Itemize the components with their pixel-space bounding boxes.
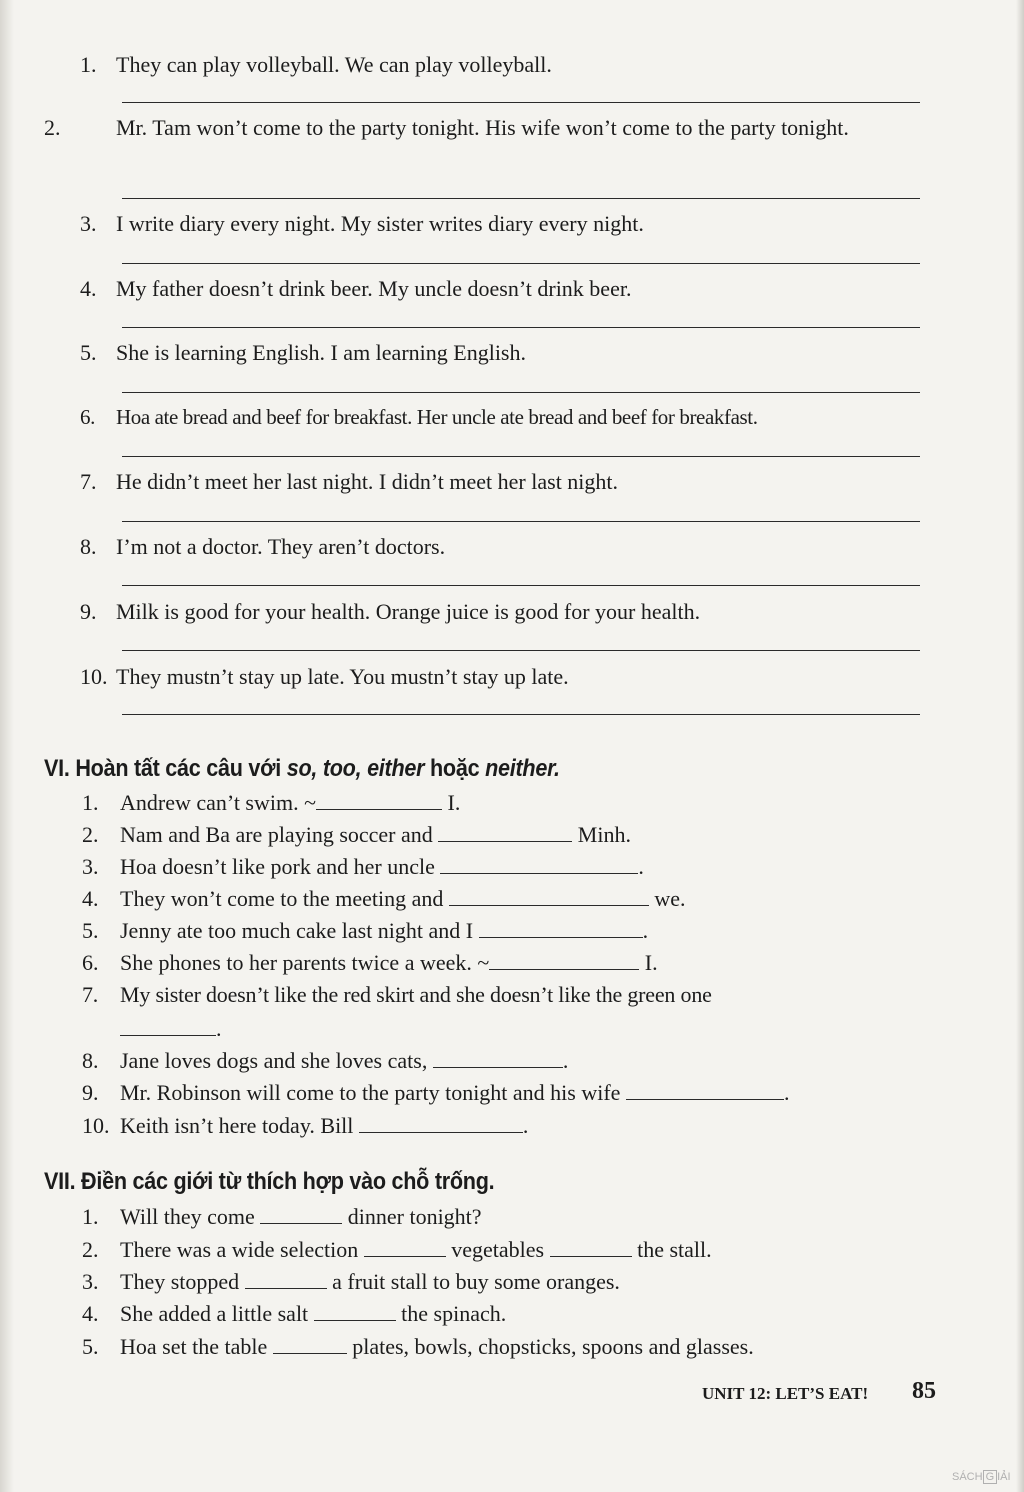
- item-number: 3.: [80, 211, 97, 236]
- answer-blank[interactable]: [260, 1203, 342, 1224]
- answer-blank[interactable]: [489, 949, 639, 970]
- watermark-logo-icon: G: [983, 1470, 998, 1484]
- answer-line[interactable]: [122, 650, 920, 651]
- exercise-item: [82, 884, 962, 914]
- item-number: 8.: [80, 534, 97, 559]
- unit-title: UNIT 12: LET’S EAT!: [702, 1384, 869, 1403]
- exercise-item: [80, 207, 940, 240]
- exercise-item: [80, 530, 940, 563]
- item-text: the stall.: [637, 1237, 712, 1262]
- exercise-item: [82, 1202, 962, 1232]
- exercise-item: [80, 595, 940, 628]
- answer-blank[interactable]: [626, 1079, 784, 1100]
- item-text: Andrew can’t swim. ~: [120, 790, 317, 815]
- item-text: Jenny ate too much cake last night and I: [120, 918, 474, 943]
- item-number: 9.: [80, 599, 97, 624]
- exercise-item: [82, 788, 962, 818]
- item-text: vegetables: [451, 1237, 545, 1262]
- item-text: .: [562, 1048, 569, 1073]
- item-number: 7.: [80, 469, 97, 494]
- item-number: 3.: [82, 1269, 99, 1294]
- item-text: Nam and Ba are playing soccer and: [120, 822, 433, 847]
- item-text: dinner tonight?: [347, 1204, 482, 1229]
- item-text: Milk is good for your health. Orange juice is good for your health.: [116, 599, 701, 624]
- exercise-item: [82, 1111, 962, 1141]
- exercise-item: [82, 1235, 962, 1265]
- section-heading: VII. Điền các giới từ thích hợp vào chỗ trống.: [44, 1168, 495, 1195]
- exercise-item: [80, 660, 940, 693]
- item-text: plates, bowls, chopsticks, spoons and glasses.: [352, 1334, 754, 1359]
- heading-keywords: so, too, either: [286, 755, 425, 782]
- item-text: Jane loves dogs and she loves cats,: [120, 1048, 428, 1073]
- item-number: 2.: [44, 115, 61, 140]
- item-number: 9.: [82, 1080, 99, 1105]
- exercise-item: [82, 980, 962, 1010]
- item-text: Keith isn’t here today. Bill: [120, 1113, 354, 1138]
- item-number: 1.: [82, 1204, 99, 1229]
- item-text: Mr. Tam won’t come to the party tonight. His wife won’t come to the party tonight.: [116, 115, 849, 140]
- section-heading: [44, 755, 560, 783]
- item-text: .: [216, 1016, 222, 1041]
- item-text: Hoa ate bread and beef for breakfast. Her uncle ate bread and beef for breakfast.: [116, 405, 758, 429]
- exercise-item: [82, 1332, 962, 1362]
- item-text: .: [783, 1080, 790, 1105]
- item-number: 7.: [82, 982, 99, 1007]
- exercise-item: [82, 1078, 962, 1108]
- item-text: She added a little salt: [120, 1301, 309, 1326]
- item-text: She phones to her parents twice a week. ~: [120, 950, 490, 975]
- heading-keyword: neither.: [485, 755, 560, 782]
- answer-line[interactable]: [122, 392, 920, 393]
- answer-blank[interactable]: [316, 789, 442, 810]
- item-number: 10.: [82, 1113, 110, 1138]
- answer-blank[interactable]: [364, 1236, 446, 1257]
- item-number: 4.: [82, 886, 99, 911]
- item-text: I.: [447, 790, 461, 815]
- answer-line[interactable]: [122, 102, 920, 103]
- item-number: 5.: [82, 1334, 99, 1359]
- exercise-item: [44, 111, 974, 144]
- item-number: 2.: [82, 822, 99, 847]
- item-text: a fruit stall to buy some oranges.: [332, 1269, 620, 1294]
- answer-blank[interactable]: [273, 1333, 347, 1354]
- answer-blank[interactable]: [359, 1112, 523, 1133]
- exercise-item: [80, 272, 940, 305]
- item-number: 5.: [80, 340, 97, 365]
- exercise-item: [80, 465, 940, 498]
- item-text: I write diary every night. My sister writes diary every night.: [116, 211, 644, 236]
- item-text: Mr. Robinson will come to the party tonight and his wife: [120, 1080, 621, 1105]
- exercise-item: [80, 48, 940, 81]
- answer-line[interactable]: [122, 521, 920, 522]
- exercise-item: [82, 1299, 962, 1329]
- exercise-item: [82, 916, 962, 946]
- answer-line[interactable]: [122, 198, 920, 199]
- answer-blank[interactable]: [314, 1300, 396, 1321]
- answer-blank[interactable]: [449, 885, 649, 906]
- exercise-item: [82, 852, 962, 882]
- publisher-watermark: [952, 1470, 1011, 1484]
- answer-line[interactable]: [122, 327, 920, 328]
- exercise-item: [82, 1046, 962, 1076]
- heading-text: hoặc: [424, 755, 486, 782]
- answer-line[interactable]: [122, 714, 920, 715]
- exercise-item: [80, 336, 940, 369]
- answer-blank[interactable]: [550, 1236, 632, 1257]
- answer-line[interactable]: [122, 263, 920, 264]
- item-text: My sister doesn’t like the red skirt and she doesn’t like the green one: [120, 982, 712, 1007]
- item-text: There was a wide selection: [120, 1237, 359, 1262]
- watermark-text: IẢI: [997, 1471, 1011, 1483]
- answer-blank[interactable]: [479, 917, 643, 938]
- item-number: 3.: [82, 854, 99, 879]
- item-number: 2.: [82, 1237, 99, 1262]
- answer-blank[interactable]: [120, 1015, 216, 1036]
- exercise-item-continued: [120, 1014, 1000, 1044]
- item-text: They can play volleyball. We can play volleyball.: [116, 52, 552, 77]
- exercise-item: [80, 401, 940, 434]
- item-number: 4.: [82, 1301, 99, 1326]
- item-number: 1.: [80, 52, 97, 77]
- item-text: My father doesn’t drink beer. My uncle doesn’t drink beer.: [116, 276, 632, 301]
- exercise-item: [82, 1267, 962, 1297]
- item-number: 1.: [82, 790, 99, 815]
- item-text: I’m not a doctor. They aren’t doctors.: [116, 534, 446, 559]
- item-number: 8.: [82, 1048, 99, 1073]
- item-text: Minh.: [577, 822, 631, 847]
- answer-line[interactable]: [122, 585, 920, 586]
- item-text: we.: [654, 886, 686, 911]
- answer-blank[interactable]: [440, 853, 638, 874]
- item-text: He didn’t meet her last night. I didn’t meet her last night.: [116, 469, 619, 494]
- exercise-item: [82, 948, 962, 978]
- item-number: 6.: [82, 950, 99, 975]
- item-text: I.: [644, 950, 658, 975]
- item-text: They won’t come to the meeting and: [120, 886, 444, 911]
- item-text: .: [638, 854, 644, 879]
- answer-blank[interactable]: [245, 1268, 327, 1289]
- item-text: Hoa doesn’t like pork and her uncle: [120, 854, 435, 879]
- item-number: 6.: [80, 405, 95, 429]
- item-text: Will they come: [120, 1204, 255, 1229]
- answer-line[interactable]: [122, 456, 920, 457]
- answer-blank[interactable]: [433, 1047, 563, 1068]
- item-text: Hoa set the table: [120, 1334, 268, 1359]
- item-text: .: [522, 1113, 529, 1138]
- page-edge-right: [1016, 0, 1024, 1492]
- item-text: .: [642, 918, 649, 943]
- page-edge-left: [0, 0, 14, 1492]
- exercise-item: [82, 820, 962, 850]
- item-number: 4.: [80, 276, 97, 301]
- item-number: 5.: [82, 918, 99, 943]
- item-number: 10.: [80, 664, 108, 689]
- item-text: They stopped: [120, 1269, 240, 1294]
- item-text: the spinach.: [401, 1301, 507, 1326]
- item-text: They mustn’t stay up late. You mustn’t stay up late.: [116, 664, 569, 689]
- watermark-text: SÁCH: [952, 1471, 983, 1483]
- heading-text: VI. Hoàn tất các câu với: [44, 755, 287, 782]
- answer-blank[interactable]: [438, 821, 572, 842]
- item-text: She is learning English. I am learning English.: [116, 340, 526, 365]
- page-number: 85: [912, 1378, 936, 1404]
